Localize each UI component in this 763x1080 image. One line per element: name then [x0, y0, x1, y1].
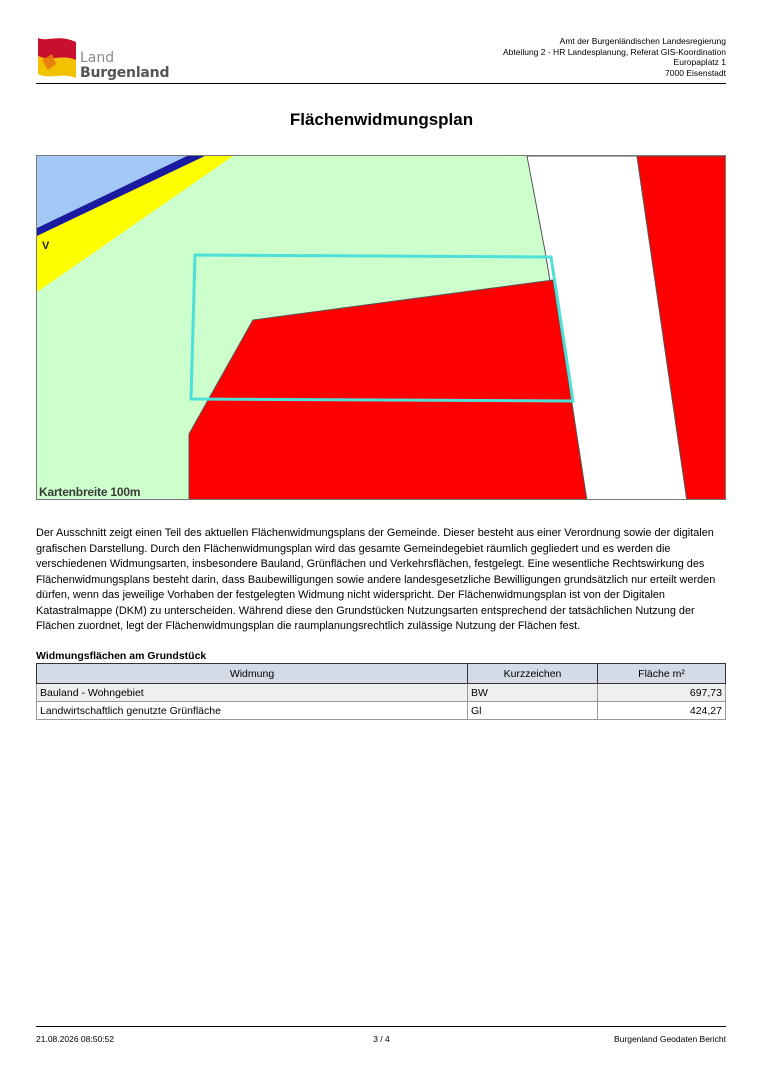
logo-text-land: Land [80, 50, 115, 66]
office-line: Europaplatz 1 [673, 57, 726, 67]
table-row [37, 702, 726, 720]
page-title: Flächenwidmungsplan [289, 110, 474, 129]
cell-flaeche: 697,73 [598, 684, 726, 702]
cell-kurzzeichen: BW [468, 684, 598, 702]
map-scale-label: Kartenbreite 100m [39, 485, 141, 499]
table-header-row [37, 664, 726, 684]
flag-icon [36, 36, 78, 80]
footer-divider [36, 1026, 726, 1027]
header-divider [36, 83, 726, 84]
office-line: 7000 Eisenstadt [665, 67, 726, 78]
office-line: Abteilung 2 - HR Landesplanung, Referat GIS-Koordination [502, 46, 726, 57]
cell-widmung: Landwirtschaftlich genutzte Grünfläche [37, 702, 468, 720]
zoning-map-graphic [37, 156, 726, 500]
burgenland-logo [36, 36, 170, 82]
description-text: Der Ausschnitt zeigt einen Teil des aktuellen Flächenwidmungsplans der Gemeinde. Dieser besteht aus einer Verordnung sowie der digitalen grafischen Darstellung. Durch den Flächenwidmungsplan wird das gesamte Gemeindegebiet räumlich gegliedert und es werden die verschiedenen Widmungsarten, insbesondere Bauland, Grünflächen und Verkehrsflächen, festgelegt. Eine wesentliche Rechtswirkung des Flächenwidmungsplans besteht darin, dass Baubewilligungen sowie andere landesgesetzliche Bewilligungen grundsätzlich nur erteilt werden dürfen, wenn das jeweilige Vorhaben der festgelegten Widmung nicht widerspricht. Der Flächenwidmungsplan ist von der Digitalen Katastralmappe (DKM) zu unterscheiden. Während diese den Grundstücken Nutzungsarten entsprechend der tatsächlichen Nutzung der Flächen zuordnet, legt der Flächenwidmungsplan die raumplanungsrechtlich zulässige Nutzung der Flächen fest. [36, 527, 716, 632]
cell-kurzzeichen: Gl [468, 702, 598, 720]
zone-code-label: V [42, 240, 50, 252]
footer-timestamp: 21.08.2026 08:50:52 [36, 1034, 114, 1044]
zoning-map[interactable] [36, 155, 726, 500]
header-flaeche: Fläche m² [598, 664, 726, 684]
table-title: Widmungsflächen am Grundstück [36, 650, 207, 662]
office-line: Amt der Burgenländischen Landesregierung [559, 36, 726, 46]
footer-page-number: 3 / 4 [373, 1034, 390, 1044]
table-row [37, 684, 726, 702]
footer-report-name: Burgenland Geodaten Bericht [614, 1034, 726, 1044]
zoning-area-table [36, 663, 726, 720]
logo-text-burgenland: Burgenland [80, 65, 170, 81]
header-widmung: Widmung [37, 664, 468, 684]
cell-widmung: Bauland - Wohngebiet [37, 684, 468, 702]
header-kurzzeichen: Kurzzeichen [468, 664, 598, 684]
office-address [503, 36, 726, 78]
cell-flaeche: 424,27 [598, 702, 726, 720]
